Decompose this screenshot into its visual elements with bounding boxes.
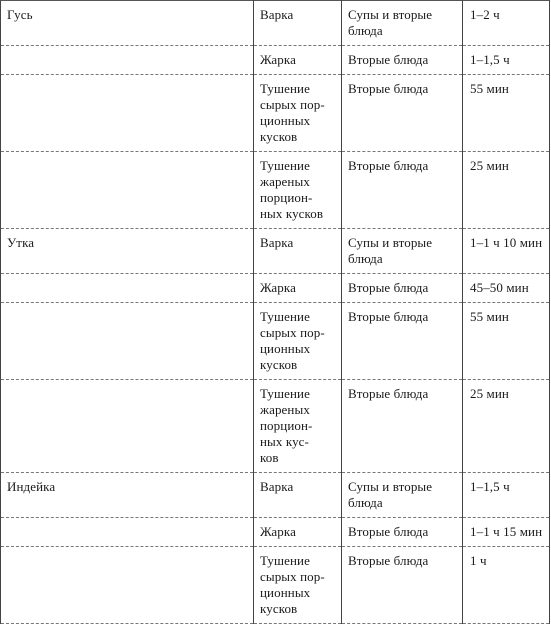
method-line: ных кусков: [260, 206, 324, 221]
method-line: жареных: [260, 402, 310, 417]
table-row: [1, 152, 550, 229]
use-cell: [342, 518, 463, 547]
product-cell: [1, 229, 254, 274]
cooking-time: 55 мин: [470, 81, 509, 96]
use-cell: [342, 380, 463, 473]
cooking-time: 55 мин: [470, 309, 509, 324]
cooking-time: 1–2 ч: [470, 7, 500, 22]
time-cell: [463, 1, 550, 46]
method-line: кусков: [260, 601, 298, 616]
use-line: Супы и вторые: [348, 235, 433, 250]
table-row: [1, 274, 550, 303]
method-line: Варка: [260, 7, 294, 22]
product-cell: [1, 518, 254, 547]
use-cell: [342, 75, 463, 152]
use-line: Вторые блюда: [348, 524, 429, 539]
method-line: Тушение: [260, 309, 310, 324]
method-line: Тушение: [260, 386, 310, 401]
use-line: Вторые блюда: [348, 386, 429, 401]
product-cell: [1, 274, 254, 303]
method-line: Тушение: [260, 158, 310, 173]
use-cell: [342, 473, 463, 518]
cooking-time: 1–1 ч 10 мин: [470, 235, 543, 250]
product-cell: [1, 473, 254, 518]
use-line: Вторые блюда: [348, 309, 429, 324]
cooking-time: 1–1,5 ч: [470, 479, 510, 494]
cooking-time: 1–1 ч 15 мин: [470, 524, 543, 539]
use-line: Вторые блюда: [348, 553, 429, 568]
table-row: [1, 380, 550, 473]
method-cell: [254, 518, 342, 547]
method-cell: [254, 380, 342, 473]
product-cell: [1, 75, 254, 152]
method-cell: [254, 547, 342, 624]
time-cell: [463, 229, 550, 274]
time-cell: [463, 75, 550, 152]
method-line: Жарка: [260, 52, 296, 67]
time-cell: [463, 274, 550, 303]
method-cell: [254, 303, 342, 380]
use-cell: [342, 46, 463, 75]
product-cell: [1, 1, 254, 46]
method-line: сырых пор-: [260, 97, 325, 112]
use-line: Вторые блюда: [348, 52, 429, 67]
time-cell: [463, 380, 550, 473]
product-cell: [1, 303, 254, 380]
method-cell: [254, 46, 342, 75]
cooking-time: 25 мин: [470, 158, 509, 173]
table-row: [1, 303, 550, 380]
product-cell: [1, 152, 254, 229]
method-cell: [254, 473, 342, 518]
use-line: Вторые блюда: [348, 81, 429, 96]
method-cell: [254, 229, 342, 274]
method-cell: [254, 1, 342, 46]
method-line: сырых пор-: [260, 569, 325, 584]
table-row: [1, 547, 550, 624]
table-row: [1, 46, 550, 75]
use-cell: [342, 274, 463, 303]
product-name: Индейка: [7, 479, 56, 494]
use-line: Вторые блюда: [348, 158, 429, 173]
use-cell: [342, 152, 463, 229]
use-cell: [342, 547, 463, 624]
time-cell: [463, 473, 550, 518]
product-name: Утка: [7, 235, 35, 250]
time-cell: [463, 518, 550, 547]
use-line: Супы и вторые: [348, 7, 433, 22]
time-cell: [463, 303, 550, 380]
method-line: порцион-: [260, 190, 313, 205]
method-line: сырых пор-: [260, 325, 325, 340]
table-row: [1, 1, 550, 46]
product-cell: [1, 547, 254, 624]
use-line: Вторые блюда: [348, 280, 429, 295]
method-line: Варка: [260, 479, 294, 494]
method-line: Жарка: [260, 524, 296, 539]
table-row: [1, 518, 550, 547]
use-line: блюда: [348, 251, 383, 266]
cooking-time: 1 ч: [470, 553, 487, 568]
method-line: жареных: [260, 174, 310, 189]
use-cell: [342, 1, 463, 46]
method-line: ков: [260, 450, 279, 465]
use-line: блюда: [348, 495, 383, 510]
table-body: [1, 1, 550, 624]
product-cell: [1, 380, 254, 473]
cooking-time: 45–50 мин: [470, 280, 529, 295]
cooking-time: 1–1,5 ч: [470, 52, 510, 67]
table-row: [1, 229, 550, 274]
product-cell: [1, 46, 254, 75]
method-line: ционных: [260, 113, 311, 128]
method-line: Тушение: [260, 81, 310, 96]
time-cell: [463, 152, 550, 229]
method-cell: [254, 274, 342, 303]
table-row: [1, 473, 550, 518]
table-row: [1, 75, 550, 152]
method-line: Тушение: [260, 553, 310, 568]
product-name: Гусь: [7, 7, 33, 22]
use-cell: [342, 229, 463, 274]
method-cell: [254, 152, 342, 229]
use-line: блюда: [348, 23, 383, 38]
method-cell: [254, 75, 342, 152]
method-line: кусков: [260, 129, 298, 144]
time-cell: [463, 547, 550, 624]
use-line: Супы и вторые: [348, 479, 433, 494]
method-line: Варка: [260, 235, 294, 250]
method-line: Жарка: [260, 280, 296, 295]
method-line: ных кус-: [260, 434, 309, 449]
method-line: кусков: [260, 357, 298, 372]
method-line: ционных: [260, 341, 311, 356]
method-line: ционных: [260, 585, 311, 600]
time-cell: [463, 46, 550, 75]
method-line: порцион-: [260, 418, 313, 433]
use-cell: [342, 303, 463, 380]
cooking-time: 25 мин: [470, 386, 509, 401]
